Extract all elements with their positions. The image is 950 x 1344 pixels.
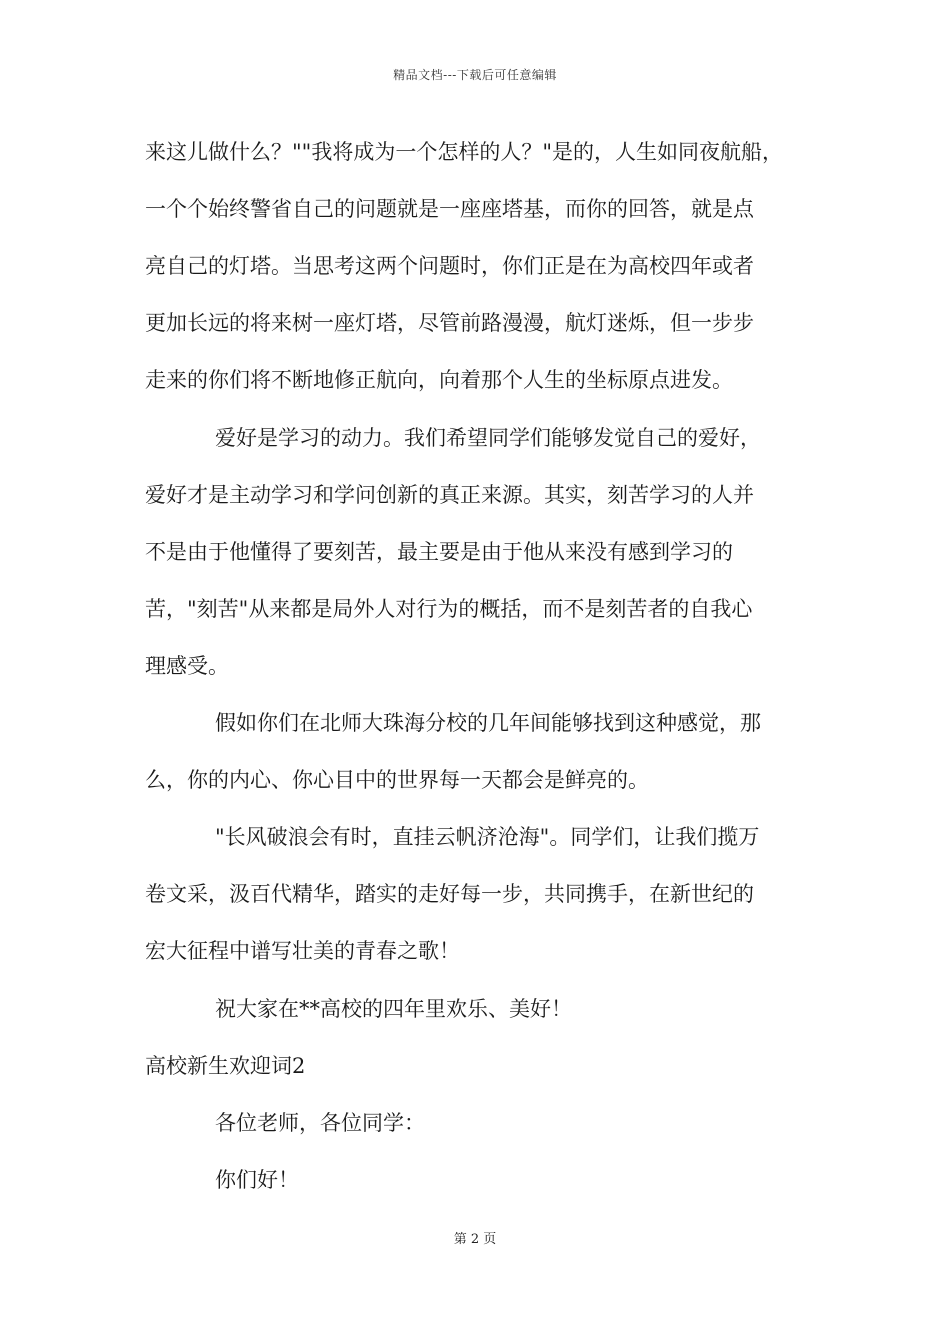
- body-line: 么，你的内心、你心目中的世界每一天都会是鲜亮的。: [145, 768, 649, 792]
- body-line: 理感受。: [145, 654, 229, 678]
- body-line: 假如你们在北师大珠海分校的几年间能够找到这种感觉，那: [215, 711, 761, 735]
- body-line: 宏大征程中谱写壮美的青春之歌！: [145, 939, 460, 963]
- section-heading: 高校新生欢迎词2: [145, 1054, 306, 1078]
- body-line: 不是由于他懂得了要刻苦，最主要是由于他从来没有感到学习的: [145, 540, 733, 564]
- body-line: 走来的你们将不断地修正航向，向着那个人生的坐标原点进发。: [145, 368, 733, 392]
- body-line: 苦，"刻苦"从来都是局外人对行为的概括，而不是刻苦者的自我心: [145, 597, 753, 621]
- greeting-line: 你们好！: [215, 1168, 299, 1192]
- page-number: 第 2 页: [453, 1232, 497, 1247]
- body-line: 祝大家在**高校的四年里欢乐、美好！: [215, 997, 572, 1021]
- body-line: 卷文采，汲百代精华，踏实的走好每一步，共同携手，在新世纪的: [145, 882, 754, 906]
- body-line: 亮自己的灯塔。当思考这两个问题时，你们正是在为高校四年或者: [145, 254, 754, 278]
- body-line: 爱好才是主动学习和学问创新的真正来源。其实，刻苦学习的人并: [145, 483, 754, 507]
- body-line: "长风破浪会有时，直挂云帆济沧海"。同学们，让我们揽万: [215, 825, 760, 849]
- body-line: 一个个始终警省自己的问题就是一座座塔基，而你的回答，就是点: [145, 197, 754, 221]
- body-line: 爱好是学习的动力。我们希望同学们能够发觉自己的爱好，: [215, 426, 761, 450]
- body-line: 来这儿做什么？""我将成为一个怎样的人？"是的，人生如同夜航船，: [145, 140, 783, 164]
- body-line: 更加长远的将来树一座灯塔，尽管前路漫漫，航灯迷烁，但一步步: [145, 311, 754, 335]
- salutation-line: 各位老师，各位同学：: [215, 1111, 425, 1135]
- page-header: 精品文档---下载后可任意编辑: [393, 68, 557, 82]
